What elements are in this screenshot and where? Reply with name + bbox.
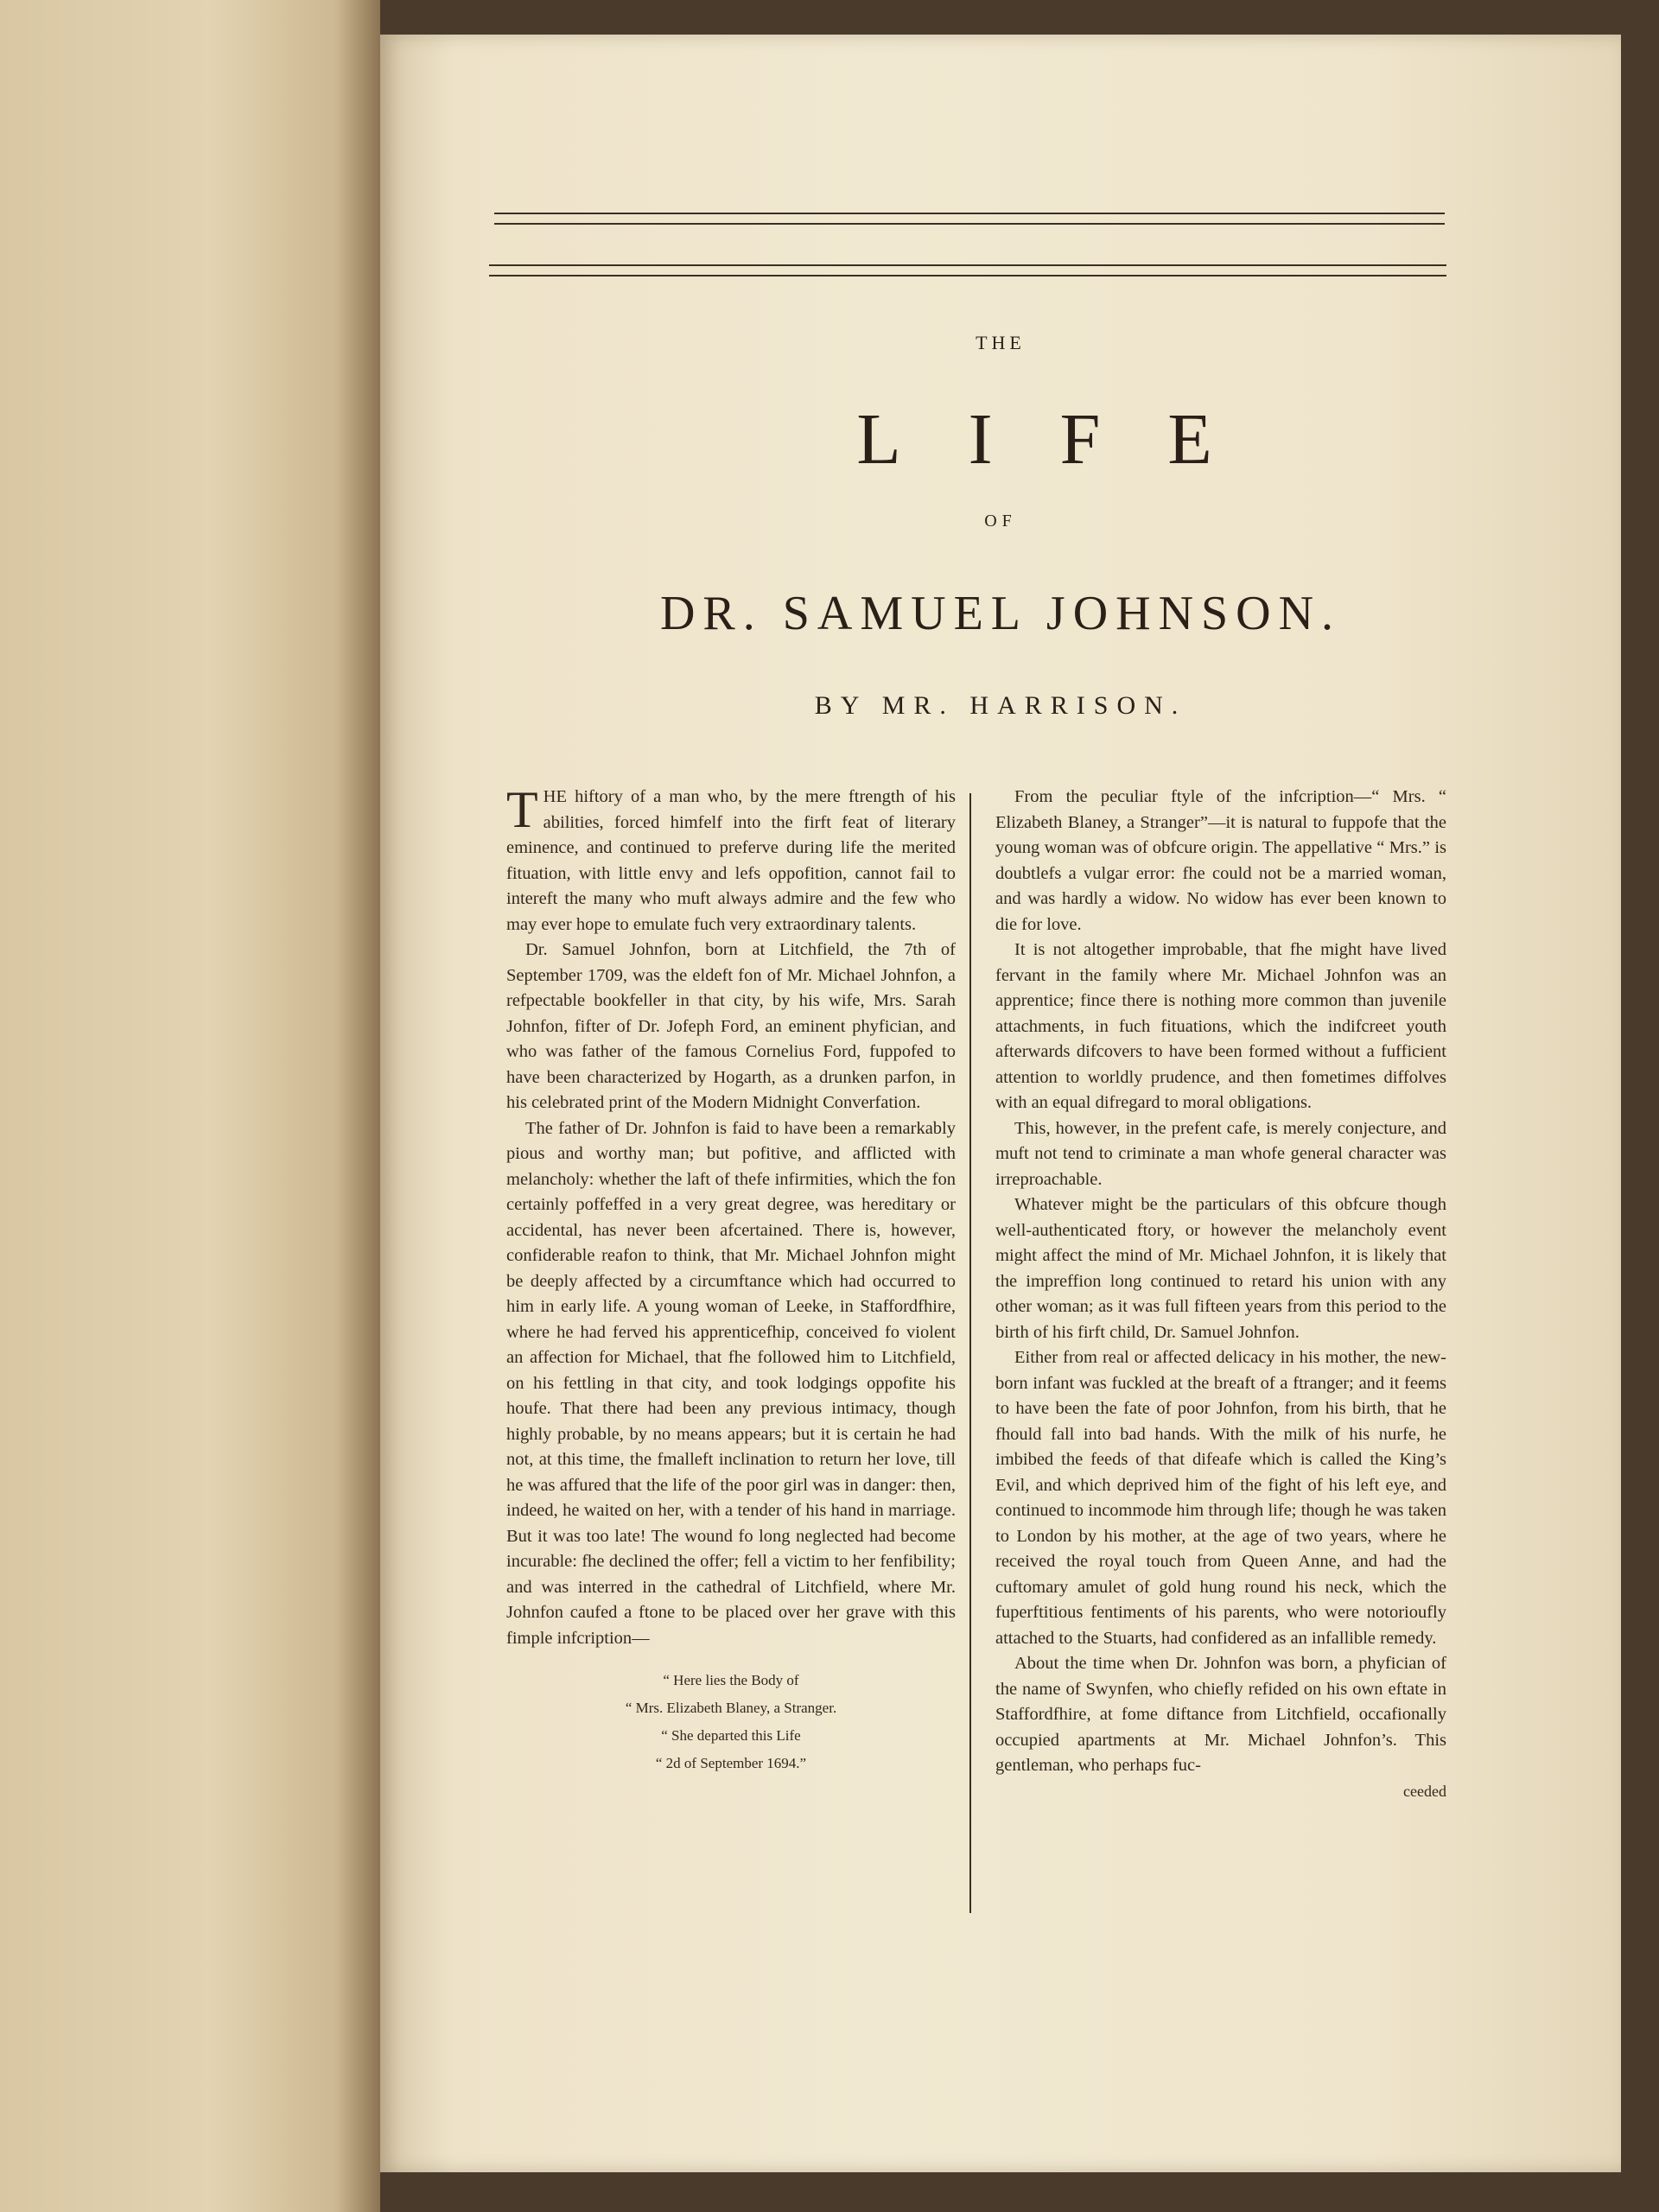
left-column bbox=[506, 781, 956, 1777]
paragraph: Dr. Samuel Johnfon, born at Litchfield, the 7th of September 1709, was the eldeft fon of Mr. Michael Johnfon, a refpectable bookfeller in that city, by his wife, Mrs. Sarah Johnfon, fifter of Dr. Jofeph Ford, an eminent phyfician, and who was father of the famous Cornelius Ford, fuppofed to have been characterized by Hogarth, as a drunken parfon, in his celebrated print of the Modern Midnight Converfation. bbox=[506, 940, 956, 1112]
epitaph bbox=[506, 1667, 956, 1777]
paragraph bbox=[506, 781, 956, 938]
top-rule bbox=[494, 223, 1445, 225]
paragraph: This, however, in the prefent cafe, is merely conjecture, and muft not tend to criminate a man whofe general character was irreproachable. bbox=[995, 1118, 1446, 1189]
title-of: OF bbox=[984, 512, 1017, 531]
epitaph-line: “ Here lies the Body of bbox=[663, 1672, 799, 1688]
epitaph-line: “ Mrs. Elizabeth Blaney, a Stranger. bbox=[625, 1700, 837, 1716]
paragraph: The father of Dr. Johnfon is faid to have been a remarkably pious and worthy man; but pofitive, and afflicted with melancholy: whether the laft of thefe infirmities, which the fon certainly poffeffed in a very great degree, was hereditary or accidental, has never been afcertained. There is, however, confiderable reafon to think, that Mr. Michael Johnfon might be deeply affected by a circumftance which had occurred to him in early life. A young woman of Leeke, in Staffordfhire, where he had ferved his apprenticefhip, conceived fo violent an affection for Michael, that fhe followed him to Litchfield, on his fettling in that city, and took lodgings oppofite his houfe. That there had been any previous intimacy, though highly probable, by no means appears; but it is certain he had not, at this time, the fmalleft inclination to return her love, till he was affured that the life of the poor girl was in danger: then, indeed, he waited on her, with a tender of his hand in marriage. But it was too late! The wound fo long neglected had become incurable: fhe declined the offer; fell a victim to her fenfibility; and was interred in the cathedral of Litchfield, where Mr. Johnfon caufed a ftone to be placed over her grave with this fimple infcription— bbox=[506, 1118, 956, 1648]
catchword: ceeded bbox=[1403, 1782, 1446, 1800]
paragraph: Whatever might be the particulars of this obfcure though well-authenticated ftory, or however the melancholy event might affect the mind of Mr. Michael Johnfon, it is likely that the impreffion long continued to retard his union with any other woman; as it was full fifteen years from this period to the birth of his firft child, Dr. Samuel Johnfon. bbox=[995, 1195, 1446, 1342]
paragraph: It is not altogether improbable, that fhe might have lived fervant in the family where Mr. Michael Johnfon was an apprentice; fince there is nothing more common than juvenile attachments, in fuch fituations, which the indifcreet youth afterwards difcovers to have been formed without a fufficient attention to worldly prudence, and then fometimes diffolves with an equal difregard to moral obligations. bbox=[995, 940, 1446, 1112]
epitaph-line: “ She departed this Life bbox=[661, 1727, 801, 1744]
title-the: THE bbox=[976, 332, 1026, 353]
epitaph-line: “ 2d of September 1694.” bbox=[655, 1755, 807, 1771]
column-divider bbox=[969, 793, 971, 1913]
paragraph: Either from real or affected delicacy in his mother, the new-born infant was fuckled at the breaft of a ftranger; and it feems to have been the fate of poor Johnfon, from his birth, that he fhould fall into bad hands. With the milk of his nurfe, he imbibed the feeds of that difeafe which is called the King’s Evil, and which deprived him of the fight of his left eye, and continued to incommode him through life; though he was taken to London by his mother, at the age of two years, where he received the royal touch from Queen Anne, and had the cuftomary amulet of gold hung round his neck, which the fuperftitious fentiments of his parents, who were notorioufly attached to the Stuarts, had confidered as an infallible remedy. bbox=[995, 1348, 1446, 1648]
paragraph: From the peculiar ftyle of the infcription—“ Mrs. “ Elizabeth Blaney, a Stranger”—it is natural to fuppofe that the young woman was of obfcure origin. The appellative “ Mrs.” is doubtlefs a vulgar error: fhe could not be a married woman, and was hardly a widow. No widow has ever been known to die for love. bbox=[995, 787, 1446, 934]
paragraph: About the time when Dr. Johnfon was born, a phyfician of the name of Swynfen, who chiefly refided on his own eftate in Staffordfhire, at fome diftance from Litchfield, occafionally occupied apartments at Mr. Michael Johnfon’s. This gentleman, who perhaps fuc- bbox=[995, 1654, 1446, 1775]
title-name: DR. SAMUEL JOHNSON. bbox=[659, 587, 1342, 640]
paragraph-text: HE hiftory of a man who, by the mere ftrength of his abilities, forced himfelf into the firft feat of literary eminence, and continued to preferve during life the merited fituation, with little envy and lefs oppofition, cannot fail to intereft the many who muft always admire and the few who may ever hope to emulate fuch very extraordinary talents. bbox=[506, 787, 956, 934]
title-life: LIFE bbox=[856, 399, 1280, 480]
byline: BY MR. HARRISON. bbox=[814, 691, 1187, 720]
right-column bbox=[995, 785, 1446, 1804]
top-rule bbox=[489, 275, 1446, 276]
left-page bbox=[0, 0, 380, 2212]
top-rule bbox=[489, 264, 1446, 266]
drop-cap: T bbox=[506, 781, 538, 838]
top-rule bbox=[494, 213, 1445, 214]
